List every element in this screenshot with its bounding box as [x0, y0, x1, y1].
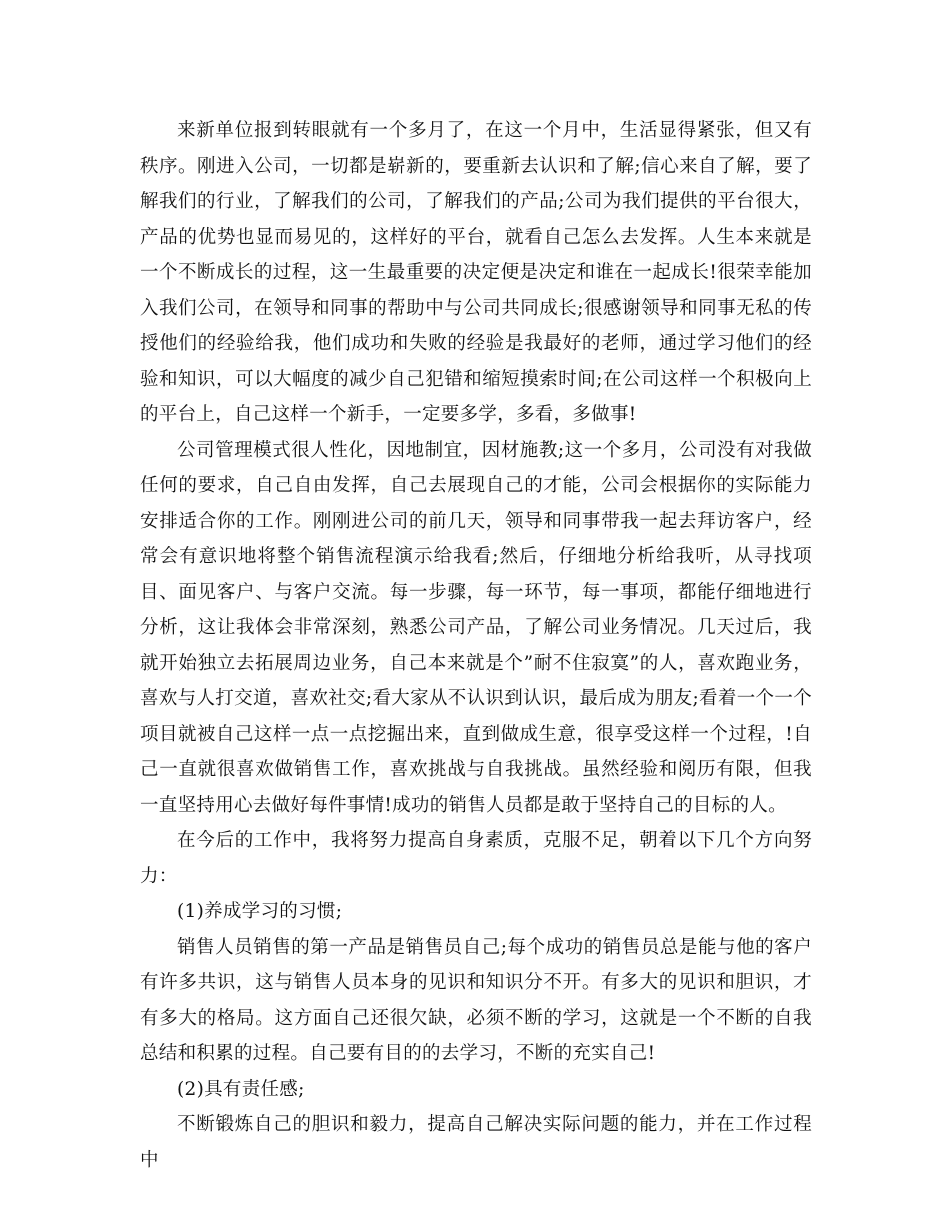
paragraph-future-work: 在今后的工作中，我将努力提高自身素质，克服不足，朝着以下几个方向努力：: [140, 830, 812, 887]
paragraph-learning: 销售人员销售的第一产品是销售员自己;每个成功的销售员总是能与他的客户有许多共识，这与销售人员本身的见识和知识分不开。有多大的见识和胆识，才有多大的格局。这方面自己还很欠缺，必须不断的学习，这就是一个不断的自我总结和积累的过程。自己要有目的的去学习，不断的充实自己!: [140, 936, 812, 1064]
paragraph-heading-1: (1)养成学习的习惯;: [177, 901, 343, 922]
paragraph-management: 公司管理模式很人性化，因地制宜，因材施教;这一个多月，公司没有对我做任何的要求，自己自由发挥，自己去展现自己的才能，公司会根据你的实际能力安排适合你的工作。刚刚进公司的前几天，领导和同事带我一起去拜访客户，经常会有意识地将整个销售流程演示给我看;然后，仔细地分析给我听，从寻找项目、面见客户、与客户交流。每一步骤，每一环节，每一事项，都能仔细地进行分析，这让我体会非常深刻，熟悉公司产品，了解公司业务情况。几天过后，我就开始独立去拓展周边业务，自己本来就是个”耐不住寂寞”的人，喜欢跑业务，喜欢与人打交道，喜欢社交;看大家从不认识到认识，最后成为朋友;看着一个一个项目就被自己这样一点一点挖掘出来，直到做成生意，很享受这样一个过程，!自己一直就很喜欢做销售工作，喜欢挑战与自我挑战。虽然经验和阅历有限，但我一直坚持用心去做好每件事情!成功的销售人员都是敢于坚持自己的目标的人。: [140, 439, 812, 816]
document-body: [140, 113, 812, 1178]
paragraph-responsibility: 不断锻炼自己的胆识和毅力，提高自己解决实际问题的能力，并在工作过程中: [140, 1114, 812, 1171]
paragraph-heading-2: (2)具有责任感;: [177, 1078, 305, 1100]
paragraph-intro: 来新单位报到转眼就有一个多月了，在这一个月中，生活显得紧张，但又有秩序。刚进入公司，一切都是崭新的，要重新去认识和了解;信心来自了解，要了解我们的行业，了解我们的公司，了解我们的产品;公司为我们提供的平台很大，产品的优势也显而易见的，这样好的平台，就看自己怎么去发挥。人生本来就是一个不断成长的过程，这一生最重要的决定便是决定和谁在一起成长!很荣幸能加入我们公司，在领导和同事的帮助中与公司共同成长;很感谢领导和同事无私的传授他们的经验给我，他们成功和失败的经验是我最好的老师，通过学习他们的经验和知识，可以大幅度的减少自己犯错和缩短摸索时间;在公司这样一个积极向上的平台上，自己这样一个新手，一定要多学，多看，多做事!: [140, 120, 812, 425]
